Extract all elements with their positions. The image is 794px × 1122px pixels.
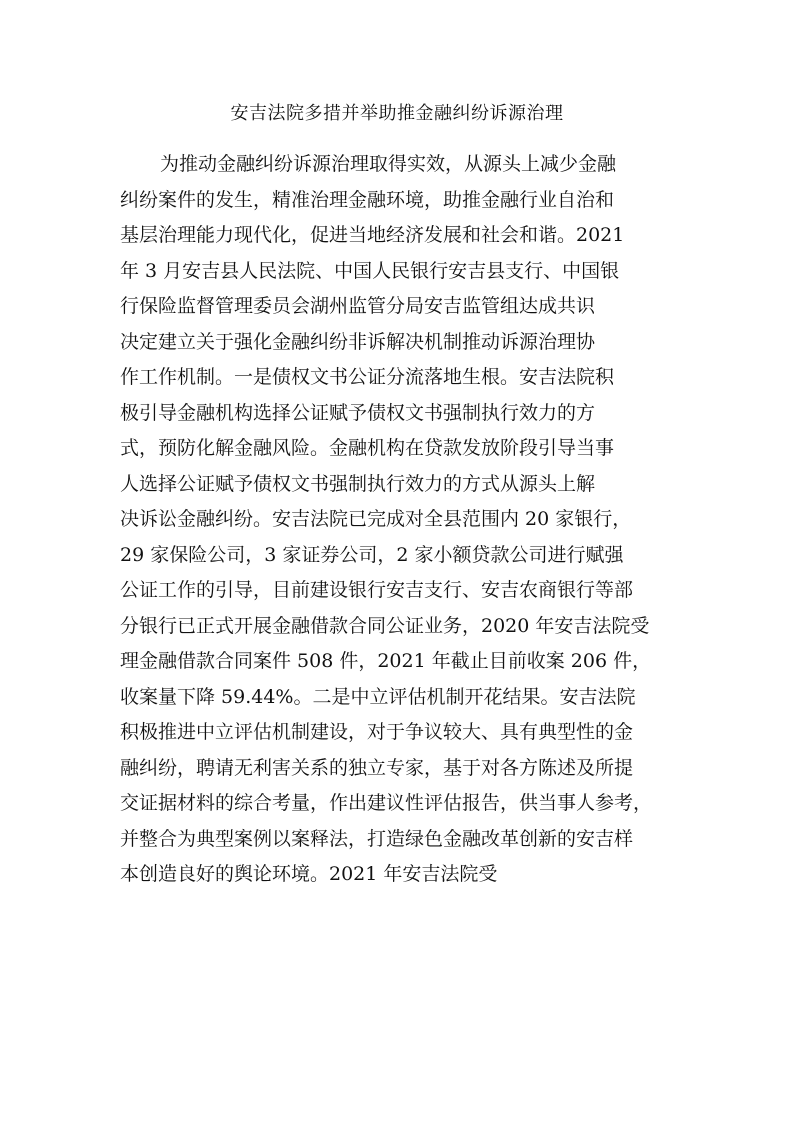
body-line-8: 极引导金融机构选择公证赋予债权文书强制执行效力的方 [120,401,596,424]
body-line-7: 作工作机制。一是债权文书公证分流落地生根。安吉法院积 [120,366,615,388]
body-line-17: 积极推进中立评估机制建设，对于争议较大、具有典型性的金 [120,721,634,743]
body-line-1: 为推动金融纠纷诉源治理取得实效，从源头上减少金融 [160,153,617,175]
body-line-15: 理金融借款合同案件 508 件，2021 年截止目前收案 206 件， [120,650,652,672]
body-line-18: 融纠纷，聘请无利害关系的独立专家，基于对各方陈述及所提 [120,756,634,779]
body-line-12: 29 家保险公司，3 家证券公司，2 家小额贷款公司进行赋强 [120,543,624,566]
body-line-21: 本创造良好的舆论环境。2021 年安吉法院受 [120,863,498,885]
body-line-11: 决诉讼金融纠纷。安吉法院已完成对全县范围内 20 家银行， [120,508,632,530]
body-line-16: 收案量下降 59.44%。二是中立评估机制开花结果。安吉法院 [120,685,636,708]
body-line-19: 交证据材料的综合考量，作出建议性评估报告，供当事人参考， [120,792,653,814]
body-line-14: 分银行已正式开展金融借款合同公证业务，2020 年安吉法院受 [120,614,650,637]
body-line-20: 并整合为典型案例以案释法，打造绿色金融改革创新的安吉样 [120,827,634,850]
document-body [120,147,700,893]
body-line-9: 式，预防化解金融风险。金融机构在贷款发放阶段引导当事 [120,437,615,459]
body-line-5: 行保险监督管理委员会湖州监管分局安吉监管组达成共识 [120,295,596,317]
body-line-4: 年 3 月安吉县人民法院、中国人民银行安吉县支行、中国银 [120,259,620,282]
body-line-6: 决定建立关于强化金融纠纷非诉解决机制推动诉源治理协 [120,330,596,353]
body-line-10: 人选择公证赋予债权文书强制执行效力的方式从源头上解 [120,472,596,495]
body-line-2: 纠纷案件的发生，精准治理金融环境，助推金融行业自治和 [120,188,615,211]
body-line-13: 公证工作的引导，目前建设银行安吉支行、安吉农商银行等部 [120,579,634,601]
document-title: 安吉法院多措并举助推金融纠纷诉源治理 [230,103,564,124]
body-line-3: 基层治理能力现代化，促进当地经济发展和社会和谐。2021 [120,224,625,246]
